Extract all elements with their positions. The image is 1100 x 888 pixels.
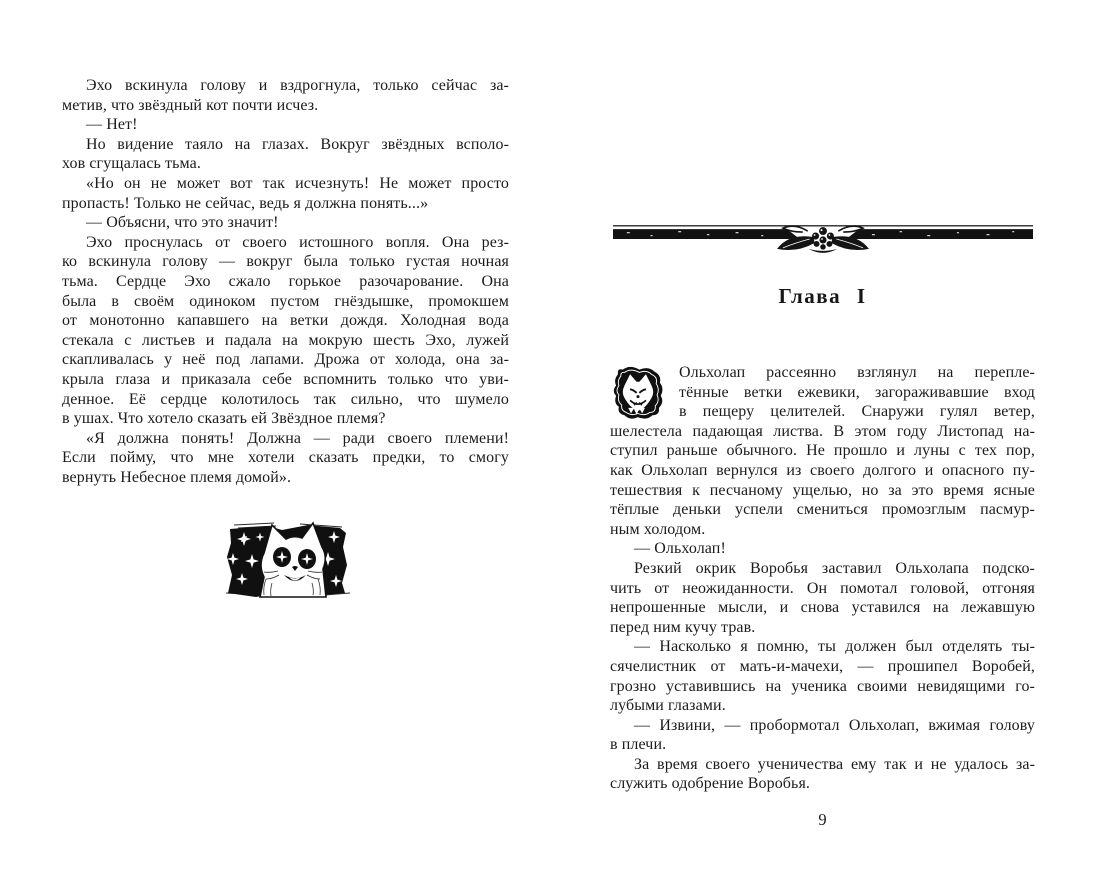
- text-line: Резкий окрик Воробья заставил Ольхолапа подско-: [634, 559, 1035, 577]
- text-line: непрошенные мысли, и снова уставился на лежавшую: [610, 599, 1035, 617]
- text-line: вернуть Небесное племя домой».: [62, 468, 292, 486]
- text-line: Эхо вскинула голову и вздрогнула, только сейчас за-: [86, 77, 509, 94]
- text-line: ко вскинула голову — вокруг была только густая ночная: [62, 253, 509, 271]
- text-line: тешествия к песчаному ущелью, но за это время ясные: [610, 481, 1035, 499]
- text-line: чить от неожиданности. Он помотал головой, отгоняя: [610, 579, 1035, 597]
- page-number: 9: [818, 810, 827, 830]
- paragraph: [610, 755, 1035, 794]
- text-line: сячелистник от мать-и-мачехи, — прошипел Воробей,: [610, 657, 1035, 675]
- illustration-wrapper: [62, 513, 509, 603]
- starry-cat-illustration: [216, 513, 356, 603]
- text-line: ным холодом.: [610, 520, 706, 538]
- text-line: стекала с листьев и падала на мокрую шесть Эхо, лужей: [62, 331, 509, 349]
- text-line: как Ольхолап вернулся из своего долгого и опасного пу-: [610, 461, 1035, 479]
- text-line: в плечи.: [610, 736, 667, 754]
- text-line: За время своего ученичества ему так и не удалось за-: [634, 755, 1035, 773]
- text-line: хов сгущалась тьма.: [62, 155, 201, 173]
- cat-face-emblem-dropcap-icon: [610, 365, 666, 419]
- text-line: крыла глаза и приказала себе вспомнить только что уви-: [62, 370, 509, 388]
- paragraph: [62, 76, 509, 115]
- text-line: в ушах. Что хотело сказать ей Звёздное племя?: [62, 410, 386, 428]
- paragraph: [62, 429, 509, 488]
- text-line: — Нет!: [86, 116, 138, 134]
- text-line: служить одобрение Воробья.: [610, 775, 810, 793]
- text-line: «Но он не может вот так исчезнуть! Не может просто: [86, 174, 509, 192]
- paragraph: [610, 716, 1035, 755]
- paragraph: [610, 559, 1035, 637]
- text-line: ступил раньше обычного. Не прошло и луны с тех пор,: [610, 442, 1035, 460]
- text-line: тёплые деньки успели смениться промозглым пасмур-: [610, 501, 1035, 519]
- left-page-text: [62, 76, 509, 487]
- text-line: была в своём одиноком пустом гнёздышке, промокшем: [62, 292, 509, 310]
- paragraph: [62, 233, 509, 429]
- text-line: — Ольхолап!: [634, 540, 726, 558]
- text-line: грозно уставившись на ученика своими невидящими го-: [610, 677, 1035, 695]
- text-line: лубыми глазами.: [610, 697, 726, 715]
- right-page: [610, 222, 1035, 830]
- text-line: — Насколько я помню, ты должен был отделять ты-: [634, 638, 1035, 656]
- paragraph: [610, 637, 1035, 715]
- text-line: «Я должна понять! Должна — ради своего племени!: [86, 429, 509, 447]
- text-line: Если пойму, что мне хотели сказать предки, то смогу: [62, 449, 509, 467]
- text-line: метив, что звёздный кот почти исчез.: [62, 96, 319, 114]
- text-line: от монотонно капавшего на ветки дождя. Холодная вода: [62, 312, 509, 330]
- text-line: шелестела падающая листва. В этом году Листопад на-: [610, 422, 1035, 440]
- paragraph: [62, 174, 509, 213]
- text-line: в пещеру целителей. Снаружи гулял ветер,: [679, 403, 1035, 421]
- chapter-title: Глава I: [778, 284, 867, 308]
- text-line: — Объясни, что это значит!: [86, 214, 279, 232]
- paragraph: [62, 135, 509, 174]
- text-line: Но видение таяло на глазах. Вокруг звёздных всполо-: [86, 135, 509, 153]
- paragraph: [610, 363, 1035, 539]
- text-line: денное. Её сердце колотилось так сильно, что шумело: [62, 390, 509, 408]
- paragraph: [62, 115, 509, 135]
- text-line: пропасть! Только не сейчас, ведь я должна понять...»: [62, 194, 429, 212]
- floral-chapter-divider-ornament: [613, 222, 1033, 256]
- text-line: тьма. Сердце Эхо сжало горькое разочарование. Она: [62, 272, 509, 290]
- text-line: перед ним кучу трав.: [610, 618, 756, 636]
- left-page: [62, 76, 509, 603]
- text-line: Ольхолап рассеянно взглянул на перепле-: [679, 364, 1035, 381]
- paragraph: [610, 539, 1035, 559]
- paragraph: [62, 213, 509, 233]
- text-line: тённые ветки ежевики, загораживавшие вход: [679, 383, 1035, 401]
- right-page-text: [610, 363, 1035, 794]
- text-line: — Извини, — пробормотал Ольхолап, вжимая голову: [634, 716, 1035, 734]
- text-line: Эхо проснулась от своего истошного вопля. Она рез-: [86, 233, 509, 251]
- text-line: скапливалась у неё под лапами. Дрожа от холода, она за-: [62, 351, 509, 369]
